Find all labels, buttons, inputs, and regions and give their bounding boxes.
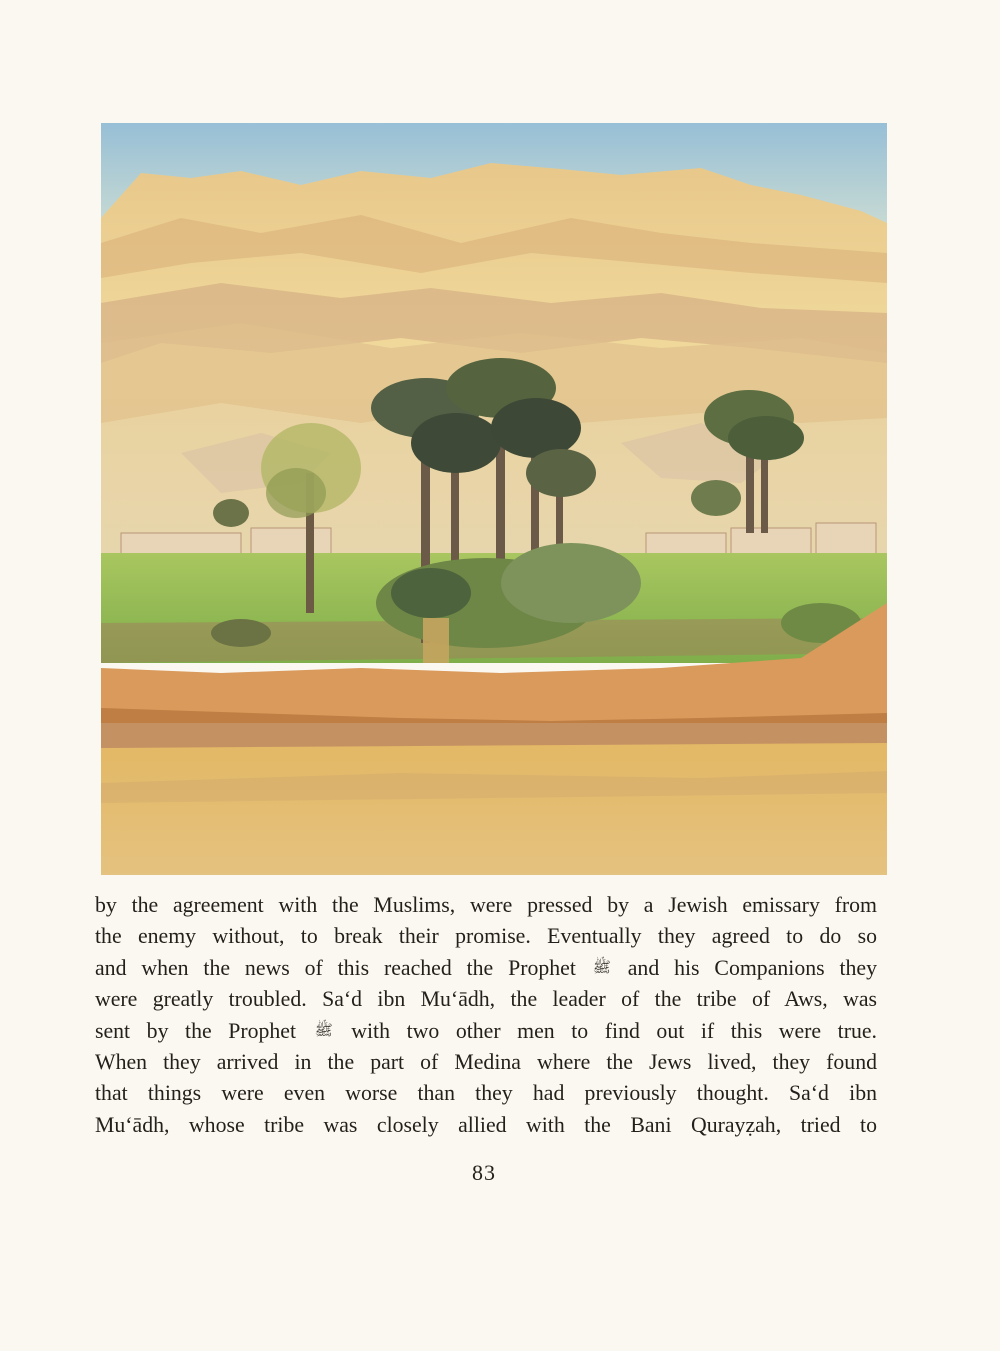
- text-line-2: the enemy without, to break their promise. Eventually they agreed to do so: [95, 924, 877, 949]
- sand: [101, 743, 887, 875]
- text-line-5-part-2: with two other men to find out if this were true.: [334, 1018, 877, 1043]
- landscape-painting: [101, 123, 887, 875]
- text-line-3-part-2: and his Companions they: [612, 955, 877, 980]
- text-line-5: [95, 1016, 877, 1047]
- text-line-5-part-1: sent by the Prophet: [95, 1018, 313, 1043]
- text-line-4: were greatly troubled. Sa‘d ibn Mu‘ādh, the leader of the tribe of Aws, was: [95, 987, 877, 1012]
- landscape-illustration: [101, 123, 887, 875]
- body-text: [95, 890, 877, 1141]
- text-line-3: [95, 953, 877, 984]
- page-number: 83: [472, 1160, 496, 1185]
- text-line-6: When they arrived in the part of Medina where the Jews lived, they found: [95, 1050, 877, 1075]
- text-line-8: Mu‘ādh, whose tribe was closely allied with the Bani Qurayẓah, tried to: [95, 1112, 877, 1137]
- text-line-7: that things were even worse than they had previously thought. Sa‘d ibn: [95, 1081, 877, 1106]
- text-line-1: by the agreement with the Muslims, were pressed by a Jewish emissary from: [95, 893, 877, 917]
- prophet-honorific-glyph: ﷺ: [592, 957, 611, 976]
- prophet-honorific-glyph: ﷺ: [314, 1020, 333, 1039]
- text-line-3-part-1: and when the news of this reached the Prophet: [95, 955, 591, 980]
